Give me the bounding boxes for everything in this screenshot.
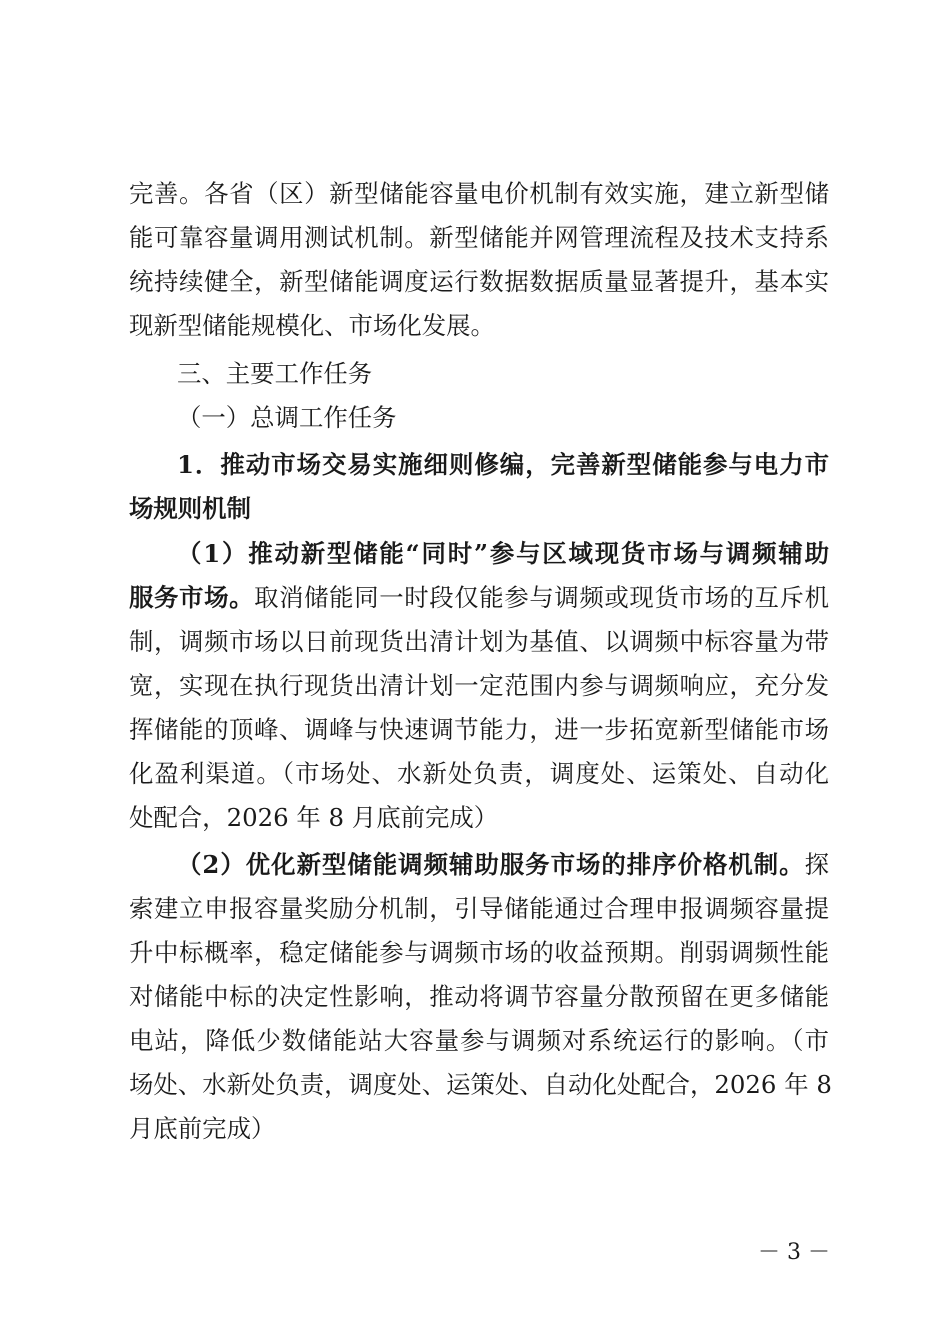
body-text: 探 [804,850,829,879]
body-text-line [177,843,829,887]
body-text-line [129,576,829,620]
body-text-line: 月底前完成） [129,1114,276,1143]
body-text-line: 宽，实现在执行现货出清计划一定范围内参与调频响应，充分发 [129,671,829,700]
subsection-heading: （一）总调工作任务 [177,403,397,432]
body-text-line: 完善。各省（区）新型储能容量电价机制有效实施，建立新型储 [129,179,829,208]
body-text-line: 对储能中标的决定性影响，推动将调节容量分散预留在更多储能 [129,982,829,1011]
body-text-line: 能可靠容量调用测试机制。新型储能并网管理流程及技术支持系 [129,223,829,252]
item-heading: 场规则机制 [129,494,251,523]
body-text-line: 电站，降低少数储能站大容量参与调频对系统运行的影响。（市 [129,1026,829,1055]
body-text-line: 制，调频市场以日前现货出清计划为基值、以调频中标容量为带 [129,627,829,656]
body-text-line: 化盈利渠道。（市场处、水新处负责，调度处、运策处、自动化 [129,759,829,788]
body-text-line: 挥储能的顶峰、调峰与快速调节能力，进一步拓宽新型储能市场 [129,715,829,744]
body-text: 取消储能同一时段仅能参与调频或现货市场的互斥机 [254,583,829,612]
page-number: － 3 － [758,1240,830,1265]
body-text-line: 处配合，2026 年 8 月底前完成） [129,803,499,832]
subitem-heading: （2）优化新型储能调频辅助服务市场的排序价格机制。 [177,850,805,879]
subitem-heading: （1）推动新型储能“同时”参与区域现货市场与调频辅助 [177,539,829,568]
body-text-line: 统持续健全，新型储能调度运行数据数据质量显著提升，基本实 [129,267,829,296]
body-text-line: 升中标概率，稳定储能参与调频市场的收益预期。削弱调频性能 [129,938,829,967]
body-text-line: 索建立申报容量奖励分机制，引导储能通过合理申报调频容量提 [129,894,829,923]
body-text-line: 场处、水新处负责，调度处、运策处、自动化处配合，2026 年 8 [129,1070,832,1099]
body-text-line: 现新型储能规模化、市场化发展。 [129,311,495,340]
item-heading: 1．推动市场交易实施细则修编，完善新型储能参与电力市 [177,450,829,479]
subitem-heading-cont: 服务市场。 [129,583,255,612]
section-heading: 三、主要工作任务 [177,359,373,388]
